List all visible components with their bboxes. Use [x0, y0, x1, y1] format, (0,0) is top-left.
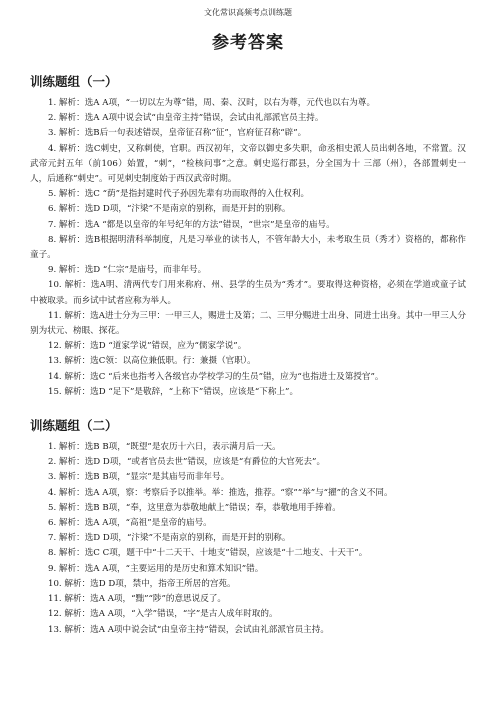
answer-list-group-1 — [30, 96, 466, 400]
answer-item: 2. 解析：选A A项中说会试“由皇帝主持”错误，会试由礼部派官员主持。 — [48, 113, 324, 124]
answer-item: 13. 解析：选A A项中说会试“由皇帝主持”错误，会试由礼部派官员主持。 — [48, 624, 329, 635]
answer-item: 5. 解析：选B B项，“奉，这里意为恭敬地献上”错误；奉，恭敬地用手捧着。 — [48, 502, 341, 513]
answer-item: 13. 解析：选C领：以高位兼低职。行：兼摄（官职）。 — [48, 356, 256, 367]
answer-item: 8. 解析：选C C项，题干中“十二天干、十地支”错误，应该是“十二地支、十天干”。 — [48, 548, 368, 559]
answer-item: 3. 解析：选B后一句表述错误，皇帝征召称“征”，官府征召称“辟”。 — [48, 128, 307, 139]
answer-item: 1. 解析：选B B项，“既望”是农历十六日，表示满月后一天。 — [48, 442, 281, 453]
answer-item: 3. 解析：选B B项，“显宗”是其庙号而非年号。 — [48, 472, 230, 483]
section-title-group-1: 训练题组（一） — [30, 74, 118, 89]
answer-item: 12. 解析：选D “道家学说”错误，应为“儒家学说”。 — [48, 341, 247, 352]
answer-list-group-2 — [30, 440, 466, 638]
answer-item: 6. 解析：选D D项，“汴梁”不是南京的别称，而是开封的别称。 — [48, 204, 291, 215]
page-title: 参考答案 — [212, 33, 284, 53]
answer-item: 4. 解析：选A A项，察：考察后予以推举。举：推选，推荐。“察”“举”与“擢”的含义不同。 — [48, 487, 393, 498]
answer-item: 9. 解析：选A A项，“主要运用的是历史和算术知识”错。 — [48, 563, 264, 574]
answer-item: 8. 解析：选B根据明清科举制度，凡是习举业的读书人，不管年龄大小，未考取生员（秀才）资格的，都称作童子。 — [30, 234, 466, 261]
answer-item: 10. 解析：选D D项，禁中，指帝王所居的宫苑。 — [48, 578, 236, 589]
answer-item: 11. 解析：选A A项，“黜”“陟”的意思说反了。 — [48, 594, 227, 605]
answer-item: 7. 解析：选D D项，“汴梁”不是南京的别称，而是开封的别称。 — [48, 533, 291, 544]
answer-item: 9. 解析：选D “仁宗”是庙号，而非年号。 — [48, 265, 207, 276]
answer-item: 5. 解析：选C “荫”是指封建时代子孙因先辈有功而取得的入仕权利。 — [48, 189, 310, 200]
answer-item: 6. 解析：选A A项，“高祖”是皇帝的庙号。 — [48, 518, 212, 529]
page-header: 文化常识高频考点训练题 — [204, 8, 292, 17]
answer-item: 1. 解析：选A A项，“一切以左为尊”错，周、秦、汉时，以右为尊，元代也以右为尊。 — [48, 98, 376, 108]
answer-item: 10. 解析：选A明、清两代专门用来称府、州、县学的生员为“秀才”。要取得这种资格，必须在学道或童子试中被取录。而乡试中试者应称为举人。 — [30, 280, 466, 306]
answer-item: 7. 解析：选A “都是以皇帝的年号纪年的方法”错误，“世宗”是皇帝的庙号。 — [48, 219, 335, 230]
answer-item: 14. 解析：选C “后来也指考入各级官办学校学习的生员”错，应为“也指进士及第授官”。 — [48, 371, 384, 382]
answer-item: 4. 解析：选C刺史，又称刺使，官职。西汉初年，文帝以御史多失职，命丞相史派人员出刺各地，不常置。汉武帝元封五年（前106）始置，“刺”，“检核问事”之意。刺史巡行郡县，分全国为十 三部（州），各部置刺史一人，后通称“刺史”。可见刺史制度始于西汉武帝时期。 — [30, 143, 466, 185]
section-title-group-2: 训练题组（二） — [30, 418, 118, 434]
answer-item: 11. 解析：选A进士分为三甲：一甲三人，赐进士及第；二、三甲分赐进士出身、同进士出身。其中一甲三人分别为状元、榜眼、探花。 — [30, 310, 466, 337]
answer-item: 2. 解析：选D D项，“或者官员去世”错误，应该是“有爵位的大官死去”。 — [48, 457, 326, 468]
answer-item: 15. 解析：选D “足下”是敬辞，“上称下”错误，应该是“下称上”。 — [48, 386, 299, 397]
answer-item: 12. 解析：选A A项，“入学”错误，“字”是古人成年时取的。 — [48, 609, 278, 620]
